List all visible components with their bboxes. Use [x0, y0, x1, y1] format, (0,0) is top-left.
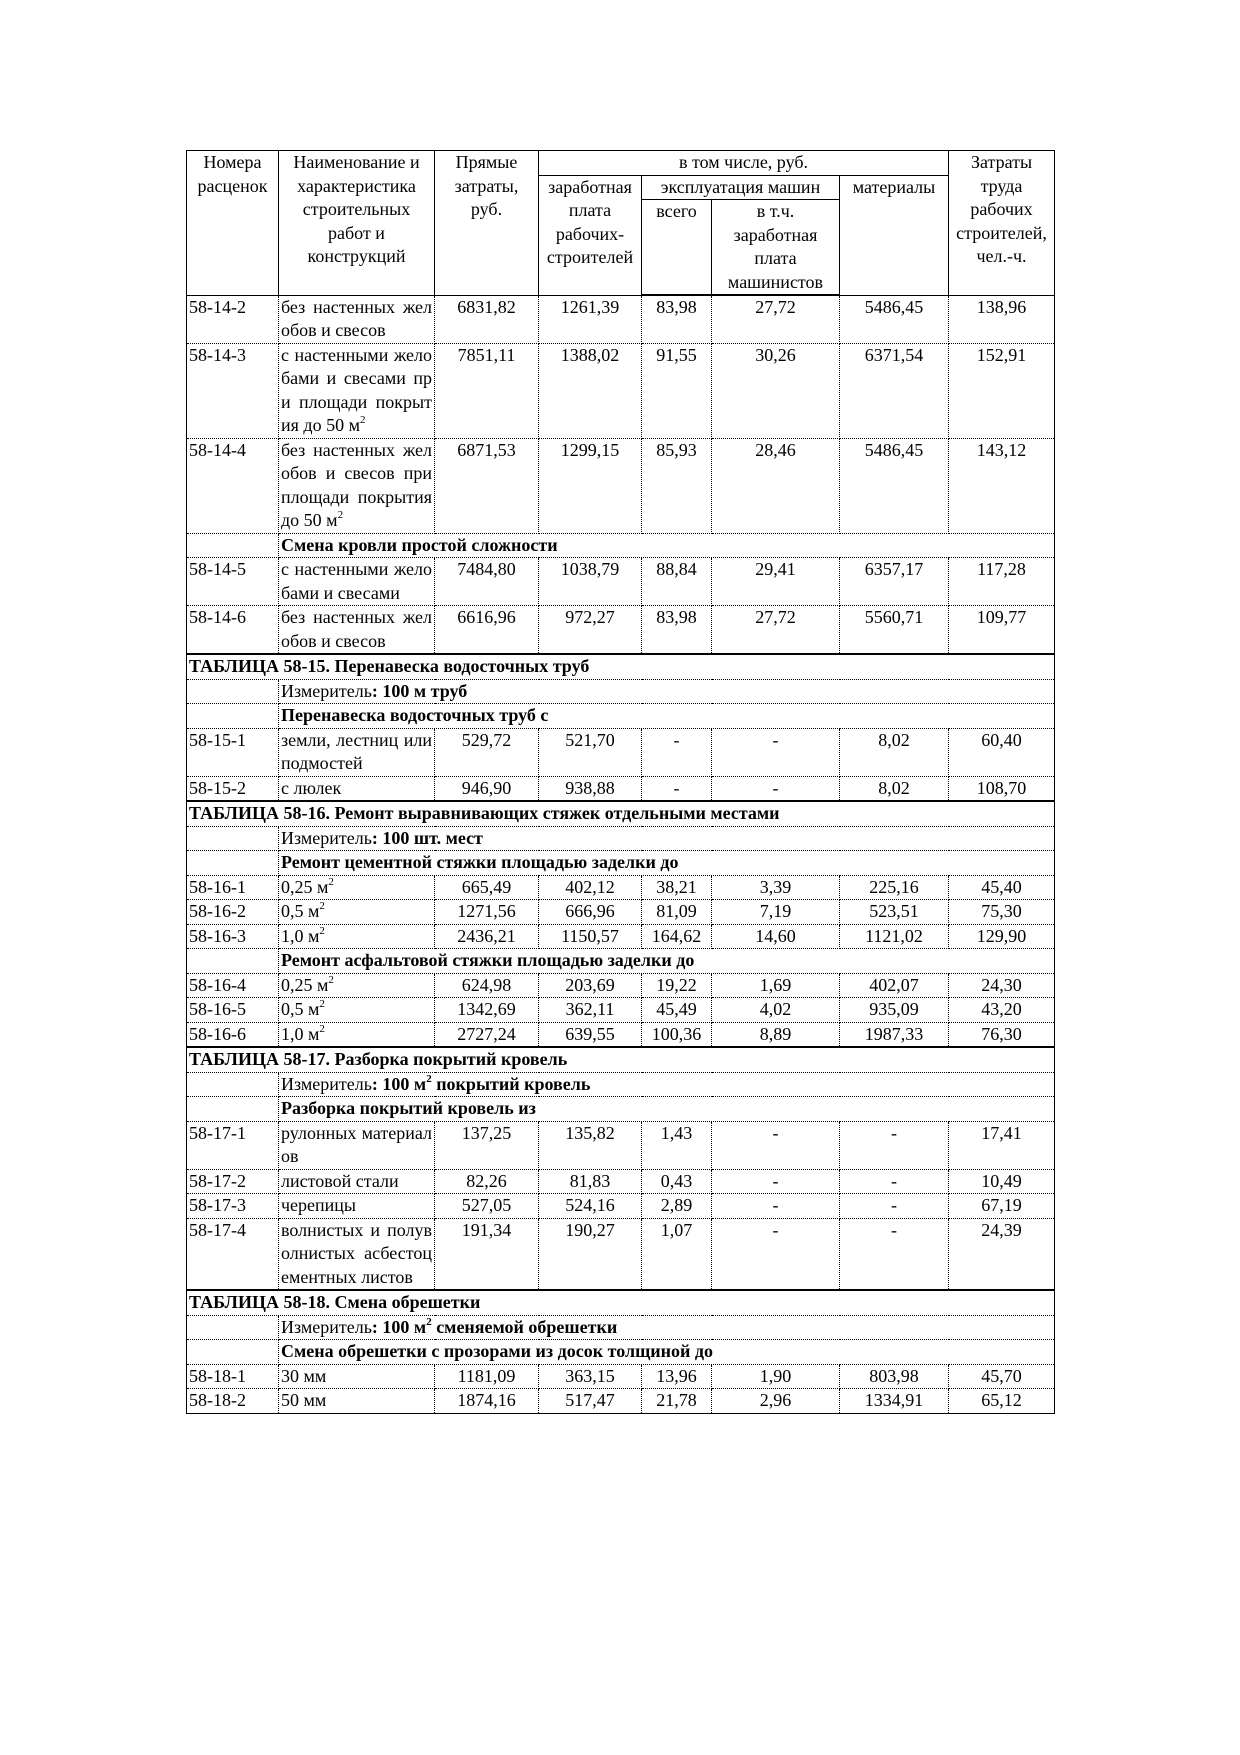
- subsection-spacer: [187, 533, 279, 558]
- work-name: 30 мм: [279, 1364, 435, 1389]
- direct-costs: 2436,21: [435, 924, 539, 949]
- table-title-row: [187, 1290, 1055, 1315]
- wage-workers: 666,96: [539, 900, 642, 925]
- subsection-row: [187, 949, 1055, 974]
- subsection-title: Перенавеска водосточных труб с: [279, 704, 1055, 729]
- wage-workers: 190,27: [539, 1218, 642, 1290]
- work-name: с настенными желобами и свесами: [279, 558, 435, 606]
- work-name: с настенными желобами и свесами при площади покрытия до 50 $м^2$: [279, 343, 435, 438]
- machines-wage: 3,39: [712, 875, 840, 900]
- machines-total: 45,49: [642, 998, 712, 1023]
- machines-total: 2,89: [642, 1194, 712, 1219]
- subsection-title: Разборка покрытий кровель из: [279, 1097, 1055, 1122]
- wage-workers: 1299,15: [539, 438, 642, 533]
- table-header: [187, 151, 1055, 296]
- subsection-title: Ремонт цементной стяжки площадью заделки до: [279, 851, 1055, 876]
- rate-code: 58-16-2: [187, 900, 279, 925]
- work-name: 0,25 $м^2$: [279, 875, 435, 900]
- subsection-row: [187, 704, 1055, 729]
- machines-total: 1,43: [642, 1121, 712, 1169]
- wage-workers: 521,70: [539, 728, 642, 776]
- wage-workers: 1150,57: [539, 924, 642, 949]
- subsection-row: [187, 1097, 1055, 1122]
- superscript: 2: [319, 1022, 325, 1035]
- rate-code: 58-17-1: [187, 1121, 279, 1169]
- materials: 1121,02: [840, 924, 949, 949]
- superscript: 2: [426, 1315, 432, 1328]
- rate-code: 58-17-2: [187, 1169, 279, 1194]
- header-including: в том числе, руб.: [539, 151, 949, 176]
- table-row: [187, 875, 1055, 900]
- materials: 1987,33: [840, 1022, 949, 1047]
- materials: 8,02: [840, 728, 949, 776]
- header-code: Номера расценок: [187, 151, 279, 296]
- header-machines-total: всего: [642, 200, 712, 296]
- table-title-row: [187, 654, 1055, 679]
- machines-total: 13,96: [642, 1364, 712, 1389]
- materials: 803,98: [840, 1364, 949, 1389]
- machines-wage: -: [712, 776, 840, 801]
- table-row: [187, 295, 1055, 343]
- header-name: Наименование и характеристика строительных работ и конструкций: [279, 151, 435, 296]
- wage-workers: 517,47: [539, 1389, 642, 1414]
- measure-spacer: [187, 826, 279, 851]
- machines-total: -: [642, 728, 712, 776]
- work-name: 0,5 $м^2$: [279, 900, 435, 925]
- rate-code: 58-16-6: [187, 1022, 279, 1047]
- work-name: 1,0 $м^2$: [279, 1022, 435, 1047]
- wage-workers: 938,88: [539, 776, 642, 801]
- machines-total: 1,07: [642, 1218, 712, 1290]
- table-row: [187, 343, 1055, 438]
- subsection-spacer: [187, 1340, 279, 1365]
- machines-total: 164,62: [642, 924, 712, 949]
- materials: 1334,91: [840, 1389, 949, 1414]
- superscript: 2: [359, 414, 366, 426]
- wage-workers: 402,12: [539, 875, 642, 900]
- materials: 5560,71: [840, 606, 949, 655]
- rate-code: 58-16-5: [187, 998, 279, 1023]
- labor-costs: 117,28: [949, 558, 1055, 606]
- materials: 6371,54: [840, 343, 949, 438]
- work-name: 50 мм: [279, 1389, 435, 1414]
- direct-costs: 1342,69: [435, 998, 539, 1023]
- labor-costs: 109,77: [949, 606, 1055, 655]
- table-row: [187, 438, 1055, 533]
- work-name: волнистых и полуволнистых асбестоцементных листов: [279, 1218, 435, 1290]
- subsection-title: Смена обрешетки с прозорами из досок толщиной до: [279, 1340, 1055, 1365]
- machines-total: 19,22: [642, 973, 712, 998]
- subsection-title: Смена кровли простой сложности: [279, 533, 1055, 558]
- labor-costs: 45,70: [949, 1364, 1055, 1389]
- direct-costs: 7484,80: [435, 558, 539, 606]
- table-title-row: [187, 1047, 1055, 1072]
- work-name: листовой стали: [279, 1169, 435, 1194]
- labor-costs: 143,12: [949, 438, 1055, 533]
- work-name: 1,0 $м^2$: [279, 924, 435, 949]
- machines-wage: 27,72: [712, 295, 840, 343]
- materials: 5486,45: [840, 295, 949, 343]
- subsection-spacer: [187, 851, 279, 876]
- labor-costs: 108,70: [949, 776, 1055, 801]
- wage-workers: 1388,02: [539, 343, 642, 438]
- wage-workers: 203,69: [539, 973, 642, 998]
- table-row: [187, 900, 1055, 925]
- materials: -: [840, 1169, 949, 1194]
- machines-wage: 27,72: [712, 606, 840, 655]
- rate-code: 58-14-2: [187, 295, 279, 343]
- labor-costs: 60,40: [949, 728, 1055, 776]
- labor-costs: 152,91: [949, 343, 1055, 438]
- rate-code: 58-16-4: [187, 973, 279, 998]
- direct-costs: 2727,24: [435, 1022, 539, 1047]
- rate-code: 58-18-1: [187, 1364, 279, 1389]
- machines-wage: 30,26: [712, 343, 840, 438]
- materials: 402,07: [840, 973, 949, 998]
- superscript: 2: [328, 973, 334, 986]
- subsection-spacer: [187, 1097, 279, 1122]
- labor-costs: 10,49: [949, 1169, 1055, 1194]
- header-wage: заработная плата рабочих-строителей: [539, 175, 642, 295]
- wage-workers: 639,55: [539, 1022, 642, 1047]
- measure-value: : 100 $м^2$ покрытий кровель: [371, 1072, 591, 1094]
- machines-wage: 2,96: [712, 1389, 840, 1414]
- rate-code: 58-15-2: [187, 776, 279, 801]
- machines-wage: 1,90: [712, 1364, 840, 1389]
- work-name: 0,5 $м^2$: [279, 998, 435, 1023]
- machines-total: 100,36: [642, 1022, 712, 1047]
- machines-total: 0,43: [642, 1169, 712, 1194]
- materials: 6357,17: [840, 558, 949, 606]
- superscript: 2: [319, 998, 325, 1010]
- direct-costs: 6616,96: [435, 606, 539, 655]
- machines-wage: 4,02: [712, 998, 840, 1023]
- table-title-row: [187, 801, 1055, 826]
- measure-value: : 100 шт. мест: [371, 827, 483, 848]
- rate-code: 58-17-4: [187, 1218, 279, 1290]
- labor-costs: 45,40: [949, 875, 1055, 900]
- table-row: [187, 973, 1055, 998]
- materials: -: [840, 1194, 949, 1219]
- rate-code: 58-17-3: [187, 1194, 279, 1219]
- measure-unit: Измеритель: 100 шт. мест: [279, 826, 1055, 851]
- materials: -: [840, 1218, 949, 1290]
- work-name: без настенных желобов и свесов при площади покрытия до 50 $м^2$: [279, 438, 435, 533]
- labor-costs: 129,90: [949, 924, 1055, 949]
- machines-total: 83,98: [642, 606, 712, 655]
- materials: 8,02: [840, 776, 949, 801]
- header-machines: эксплуатация машин: [642, 175, 840, 200]
- rate-code: 58-15-1: [187, 728, 279, 776]
- wage-workers: 362,11: [539, 998, 642, 1023]
- header-direct-costs: Прямые затраты, руб.: [435, 151, 539, 296]
- measure-unit: Измеритель: 100 м труб: [279, 679, 1055, 704]
- wage-workers: 1038,79: [539, 558, 642, 606]
- machines-total: 38,21: [642, 875, 712, 900]
- table-title: ТАБЛИЦА 58-18. Смена обрешетки: [187, 1290, 1055, 1315]
- subsection-row: [187, 533, 1055, 558]
- machines-wage: 7,19: [712, 900, 840, 925]
- work-name: без настенных желобов и свесов: [279, 606, 435, 655]
- measure-spacer: [187, 1072, 279, 1097]
- subsection-spacer: [187, 704, 279, 729]
- labor-costs: 67,19: [949, 1194, 1055, 1219]
- wage-workers: 363,15: [539, 1364, 642, 1389]
- header-labor-costs: Затраты труда рабочих строителей, чел.-ч.: [949, 151, 1055, 296]
- table-row: [187, 1194, 1055, 1219]
- machines-total: -: [642, 776, 712, 801]
- table-row: [187, 924, 1055, 949]
- header-materials: материалы: [840, 175, 949, 295]
- measure-row: [187, 826, 1055, 851]
- labor-costs: 24,30: [949, 973, 1055, 998]
- machines-wage: 8,89: [712, 1022, 840, 1047]
- table-title: ТАБЛИЦА 58-15. Перенавеска водосточных труб: [187, 654, 1055, 679]
- table-row: [187, 606, 1055, 655]
- rates-table: [186, 150, 1055, 1414]
- direct-costs: 1181,09: [435, 1364, 539, 1389]
- materials: 225,16: [840, 875, 949, 900]
- machines-total: 83,98: [642, 295, 712, 343]
- materials: 935,09: [840, 998, 949, 1023]
- machines-wage: 29,41: [712, 558, 840, 606]
- machines-wage: 28,46: [712, 438, 840, 533]
- work-name: земли, лестниц или подмостей: [279, 728, 435, 776]
- table-row: [187, 998, 1055, 1023]
- measure-spacer: [187, 679, 279, 704]
- table-title: ТАБЛИЦА 58-17. Разборка покрытий кровель: [187, 1047, 1055, 1072]
- table-row: [187, 728, 1055, 776]
- wage-workers: 972,27: [539, 606, 642, 655]
- wage-workers: 1261,39: [539, 295, 642, 343]
- direct-costs: 6871,53: [435, 438, 539, 533]
- subsection-spacer: [187, 949, 279, 974]
- machines-wage: -: [712, 1194, 840, 1219]
- direct-costs: 946,90: [435, 776, 539, 801]
- superscript: 2: [319, 900, 325, 912]
- labor-costs: 43,20: [949, 998, 1055, 1023]
- labor-costs: 65,12: [949, 1389, 1055, 1414]
- table-row: [187, 1169, 1055, 1194]
- subsection-row: [187, 1340, 1055, 1365]
- superscript: 2: [328, 875, 334, 888]
- rate-code: 58-14-5: [187, 558, 279, 606]
- wage-workers: 135,82: [539, 1121, 642, 1169]
- superscript: 2: [319, 924, 325, 937]
- work-name: 0,25 $м^2$: [279, 973, 435, 998]
- machines-wage: 1,69: [712, 973, 840, 998]
- wage-workers: 524,16: [539, 1194, 642, 1219]
- direct-costs: 1874,16: [435, 1389, 539, 1414]
- machines-wage: 14,60: [712, 924, 840, 949]
- table-body: [187, 295, 1055, 1413]
- direct-costs: 527,05: [435, 1194, 539, 1219]
- labor-costs: 76,30: [949, 1022, 1055, 1047]
- measure-row: [187, 1315, 1055, 1340]
- wage-workers: 81,83: [539, 1169, 642, 1194]
- labor-costs: 24,39: [949, 1218, 1055, 1290]
- machines-wage: -: [712, 728, 840, 776]
- rate-code: 58-16-1: [187, 875, 279, 900]
- measure-value: : 100 м труб: [371, 680, 468, 701]
- materials: 5486,45: [840, 438, 949, 533]
- machines-total: 91,55: [642, 343, 712, 438]
- rate-code: 58-14-4: [187, 438, 279, 533]
- superscript: 2: [426, 1072, 432, 1085]
- direct-costs: 1271,56: [435, 900, 539, 925]
- subsection-title: Ремонт асфальтовой стяжки площадью заделки до: [279, 949, 1055, 974]
- rate-code: 58-16-3: [187, 924, 279, 949]
- superscript: 2: [337, 509, 344, 521]
- work-name: с люлек: [279, 776, 435, 801]
- measure-unit: Измеритель: 100 $м^2$ сменяемой обрешетки: [279, 1315, 1055, 1340]
- direct-costs: 624,98: [435, 973, 539, 998]
- labor-costs: 138,96: [949, 295, 1055, 343]
- work-name: без настенных желобов и свесов: [279, 295, 435, 343]
- measure-unit: Измеритель: 100 $м^2$ покрытий кровель: [279, 1072, 1055, 1097]
- direct-costs: 665,49: [435, 875, 539, 900]
- table-row: [187, 1218, 1055, 1290]
- work-name: черепицы: [279, 1194, 435, 1219]
- direct-costs: 82,26: [435, 1169, 539, 1194]
- machines-total: 88,84: [642, 558, 712, 606]
- table-row: [187, 558, 1055, 606]
- work-name: рулонных материалов: [279, 1121, 435, 1169]
- table-row: [187, 1389, 1055, 1414]
- table-row: [187, 1364, 1055, 1389]
- materials: 523,51: [840, 900, 949, 925]
- direct-costs: 529,72: [435, 728, 539, 776]
- direct-costs: 6831,82: [435, 295, 539, 343]
- direct-costs: 137,25: [435, 1121, 539, 1169]
- rate-code: 58-18-2: [187, 1389, 279, 1414]
- subsection-row: [187, 851, 1055, 876]
- labor-costs: 17,41: [949, 1121, 1055, 1169]
- table-title: ТАБЛИЦА 58-16. Ремонт выравнивающих стяжек отдельными местами: [187, 801, 1055, 826]
- materials: -: [840, 1121, 949, 1169]
- measure-row: [187, 679, 1055, 704]
- rate-code: 58-14-3: [187, 343, 279, 438]
- direct-costs: 7851,11: [435, 343, 539, 438]
- table-row: [187, 1121, 1055, 1169]
- machines-total: 21,78: [642, 1389, 712, 1414]
- rate-code: 58-14-6: [187, 606, 279, 655]
- table-row: [187, 776, 1055, 801]
- machines-total: 85,93: [642, 438, 712, 533]
- header-machines-wage: в т.ч. заработная плата машинистов: [712, 200, 840, 296]
- measure-value: : 100 $м^2$ сменяемой обрешетки: [371, 1315, 618, 1337]
- table-row: [187, 1022, 1055, 1047]
- machines-wage: -: [712, 1218, 840, 1290]
- measure-spacer: [187, 1315, 279, 1340]
- measure-row: [187, 1072, 1055, 1097]
- direct-costs: 191,34: [435, 1218, 539, 1290]
- machines-wage: -: [712, 1169, 840, 1194]
- labor-costs: 75,30: [949, 900, 1055, 925]
- machines-total: 81,09: [642, 900, 712, 925]
- machines-wage: -: [712, 1121, 840, 1169]
